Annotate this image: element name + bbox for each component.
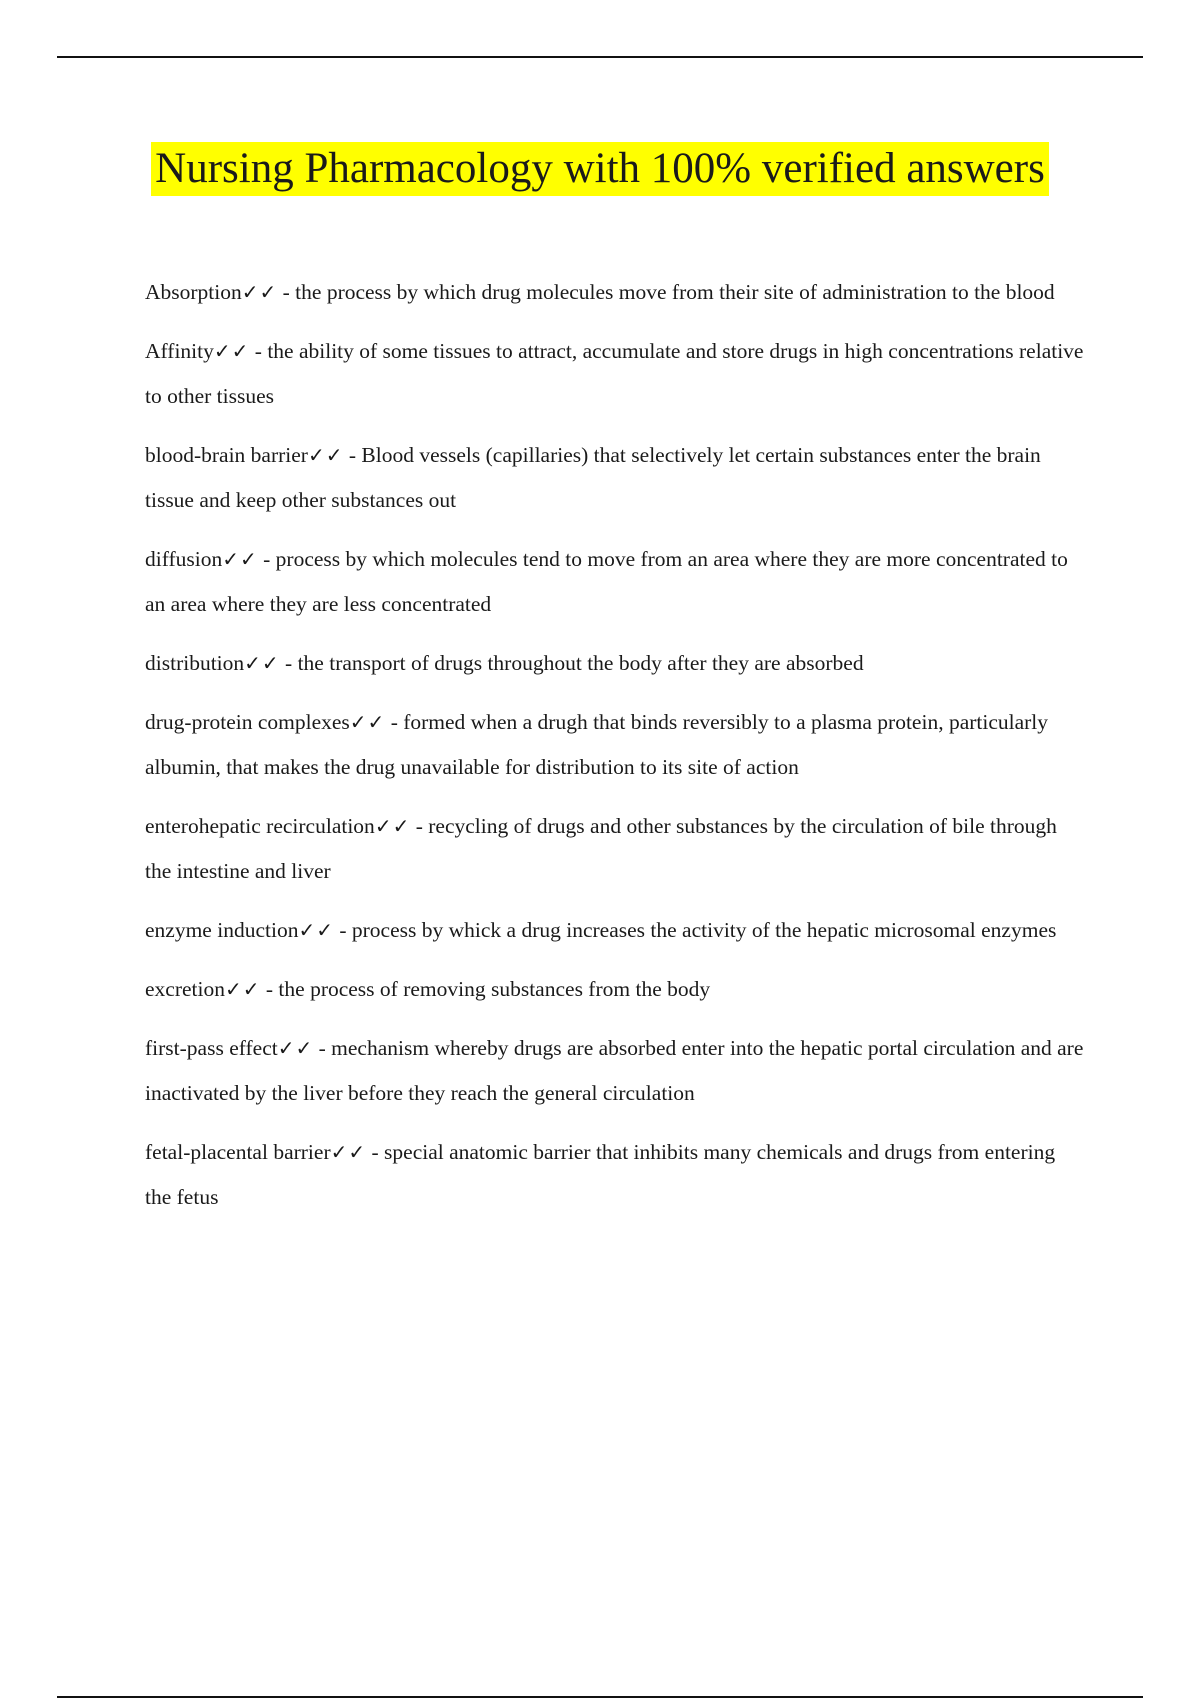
double-check-icon: ✓✓: [298, 918, 334, 942]
entry-definition: - the ability of some tissues to attract, accumulate and store drugs in high concentrations relative to other tissues: [145, 339, 1084, 408]
entry-definition: - Blood vessels (capillaries) that selectively let certain substances enter the brain tissue and keep other substances out: [145, 443, 1041, 512]
glossary-entry: [145, 700, 1085, 790]
entry-term: Affinity: [145, 339, 214, 363]
glossary-entry: [145, 270, 1085, 315]
entry-term: enterohepatic recirculation: [145, 814, 375, 838]
glossary-list: [145, 270, 1085, 1234]
entry-definition: - process by whick a drug increases the activity of the hepatic microsomal enzymes: [333, 918, 1057, 942]
entry-term: fetal-placental barrier: [145, 1140, 331, 1164]
bottom-rule: [57, 1696, 1143, 1698]
title-container: [0, 142, 1200, 196]
entry-definition: - the process by which drug molecules move from their site of administration to the blood: [277, 280, 1055, 304]
double-check-icon: ✓✓: [330, 1140, 367, 1164]
entry-definition: - the process of removing substances from the body: [260, 977, 711, 1001]
double-check-icon: ✓✓: [241, 280, 278, 304]
glossary-entry: [145, 329, 1085, 419]
double-check-icon: ✓✓: [349, 710, 386, 734]
entry-definition: - special anatomic barrier that inhibits many chemicals and drugs from entering the fetus: [145, 1140, 1056, 1209]
glossary-entry: [145, 1026, 1085, 1116]
glossary-entry: [145, 967, 1085, 1012]
entry-definition: - recycling of drugs and other substances by the circulation of bile through the intestine and liver: [145, 814, 1057, 883]
double-check-icon: ✓✓: [222, 547, 258, 571]
glossary-entry: [145, 537, 1085, 627]
glossary-entry: [145, 804, 1085, 894]
top-rule: [57, 56, 1143, 58]
entry-term: drug-protein complexes: [145, 710, 350, 734]
double-check-icon: ✓✓: [374, 814, 411, 838]
entry-definition: - formed when a drugh that binds reversibly to a plasma protein, particularly albumin, that makes the drug unavailable for distribution to its site of action: [145, 710, 1049, 779]
entry-term: distribution: [145, 651, 245, 675]
double-check-icon: ✓✓: [225, 977, 261, 1001]
entry-term: first-pass effect: [145, 1036, 278, 1060]
double-check-icon: ✓✓: [244, 651, 280, 675]
entry-definition: - mechanism whereby drugs are absorbed enter into the hepatic portal circulation and are inactivated by the liver before they reach the general circulation: [145, 1036, 1084, 1105]
double-check-icon: ✓✓: [213, 339, 250, 363]
entry-term: enzyme induction: [145, 918, 299, 942]
entry-definition: - process by which molecules tend to move from an area where they are more concentrated to an area where they are less concentrated: [145, 547, 1068, 616]
page-title: Nursing Pharmacology with 100% verified answers: [151, 142, 1049, 196]
double-check-icon: ✓✓: [307, 443, 344, 467]
glossary-entry: [145, 641, 1085, 686]
entry-term: blood-brain barrier: [145, 443, 308, 467]
double-check-icon: ✓✓: [277, 1036, 314, 1060]
glossary-entry: [145, 1130, 1085, 1220]
entry-definition: - the transport of drugs throughout the body after they are absorbed: [279, 651, 864, 675]
entry-term: Absorption: [145, 280, 242, 304]
entry-term: diffusion: [145, 547, 223, 571]
glossary-entry: [145, 433, 1085, 523]
glossary-entry: [145, 908, 1085, 953]
entry-term: excretion: [145, 977, 225, 1001]
